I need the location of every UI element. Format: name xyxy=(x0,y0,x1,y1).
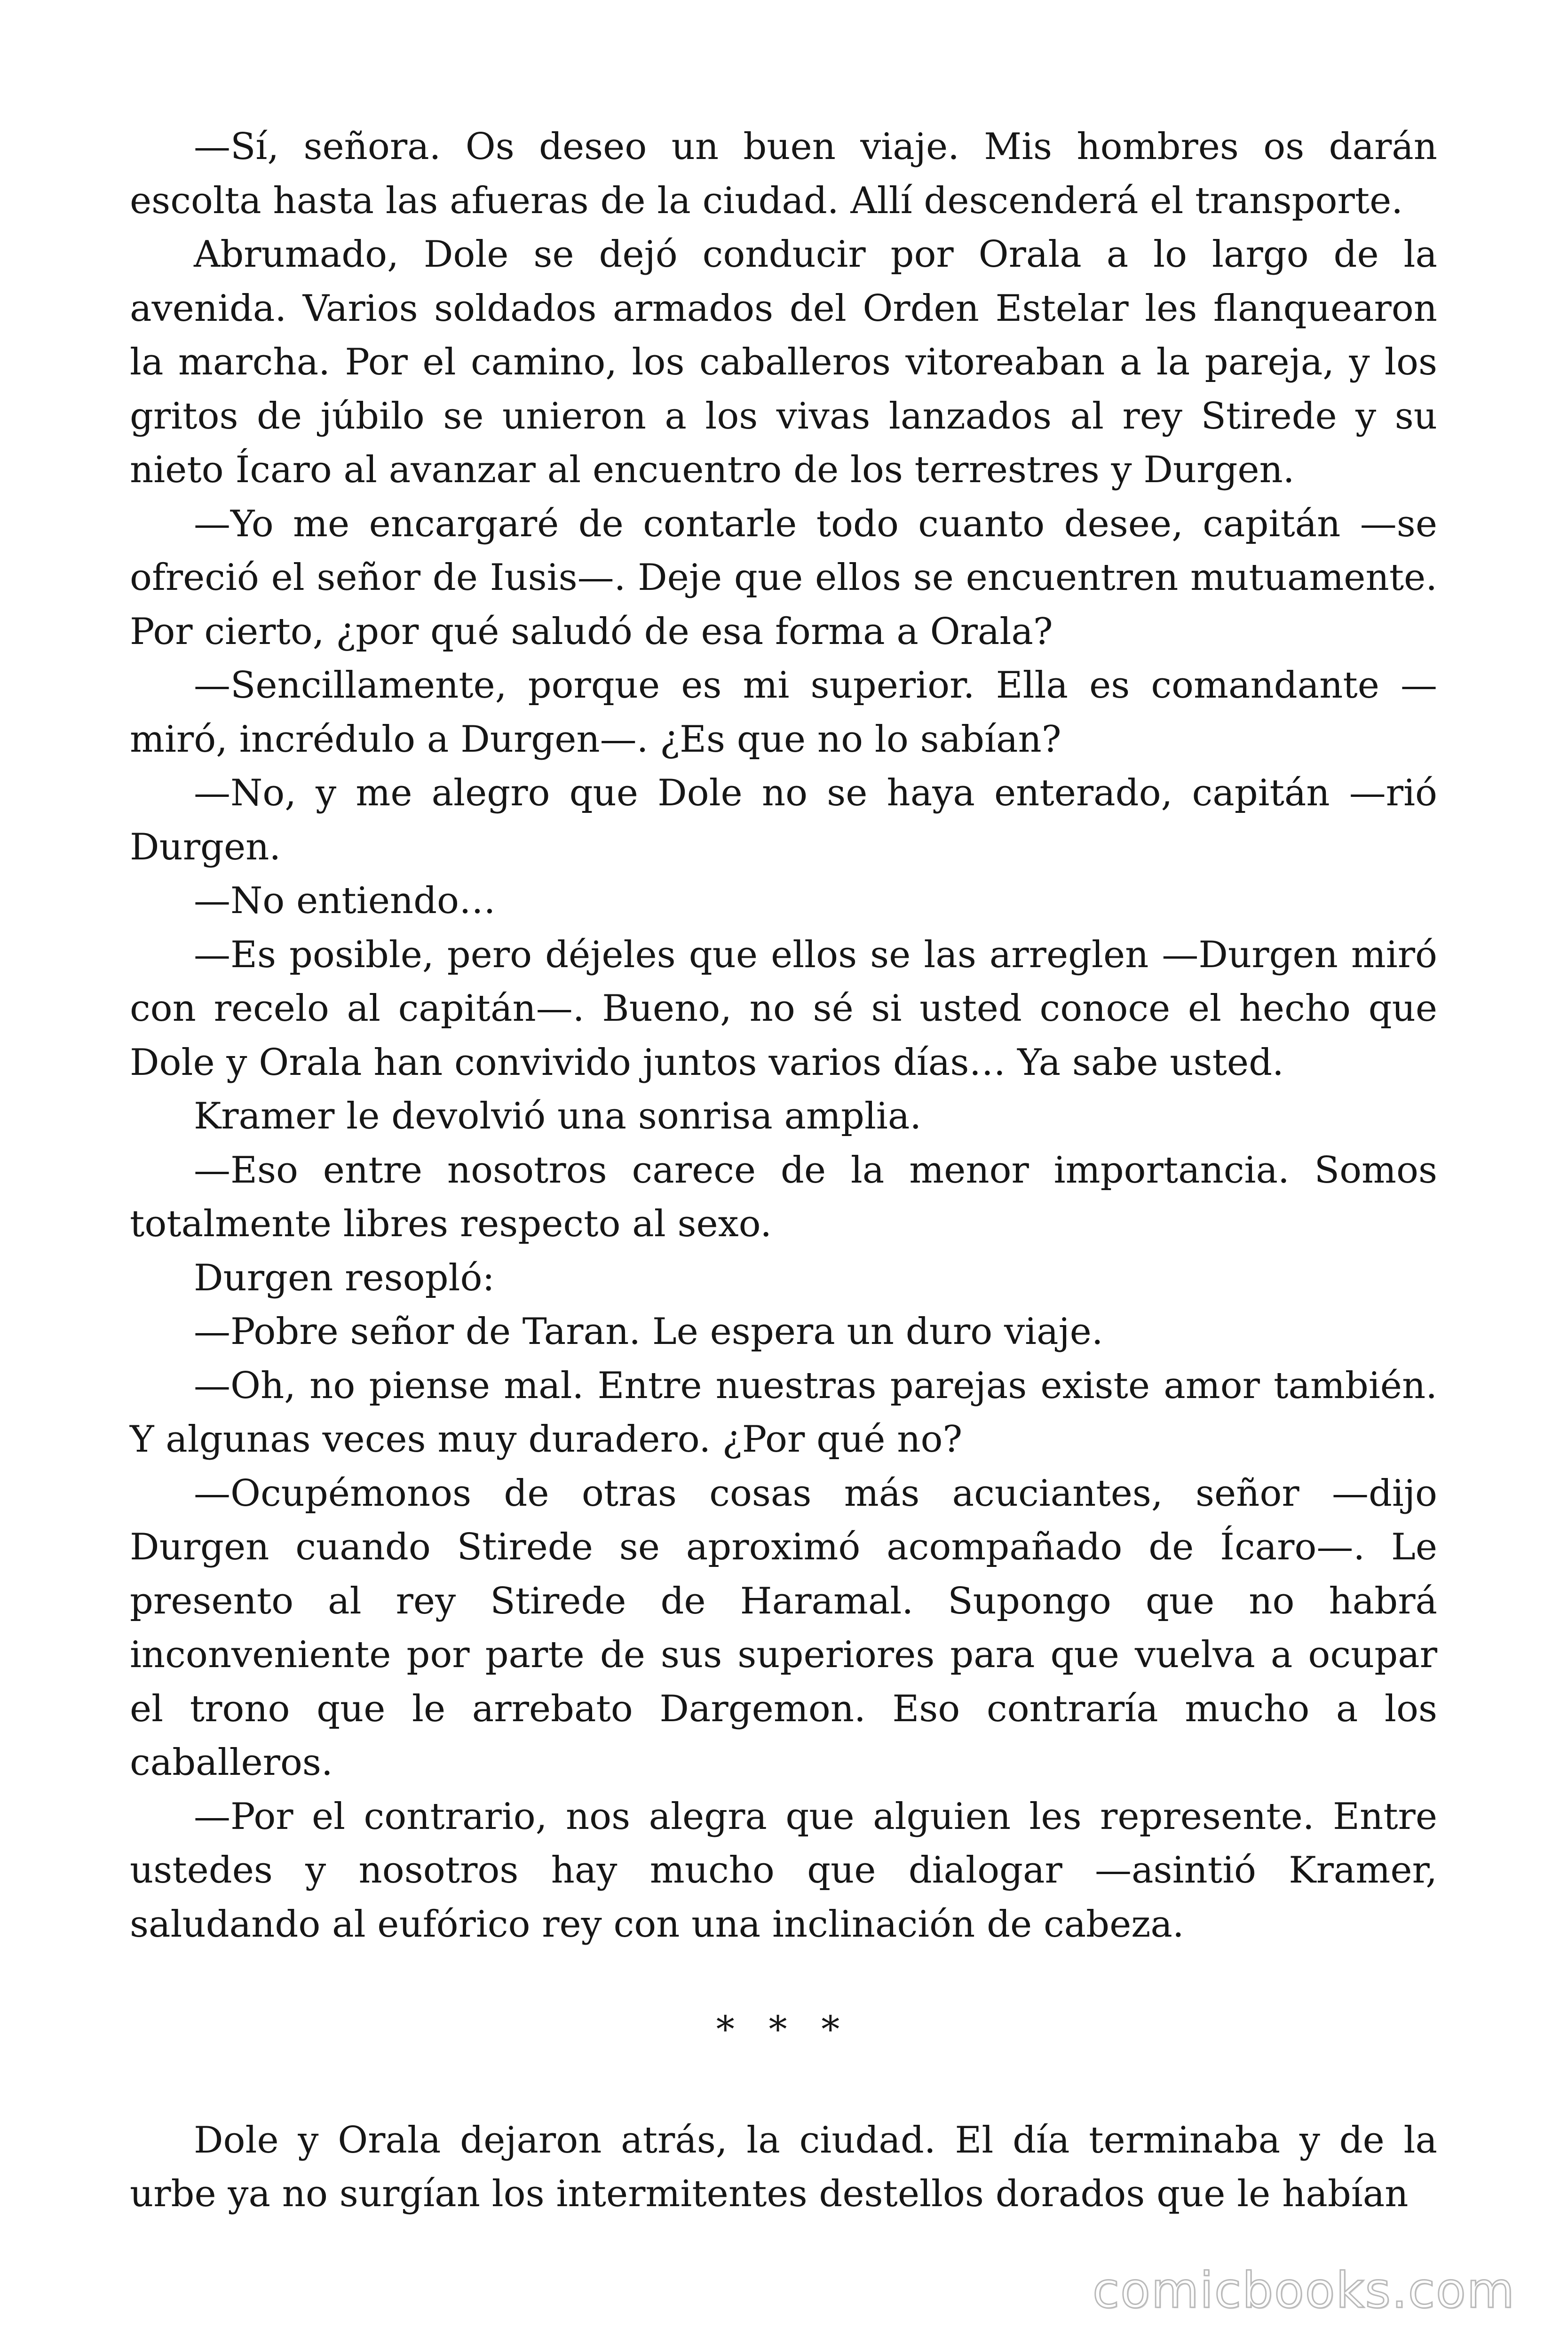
paragraph: —Yo me encargaré de contarle todo cuanto desee, capitán —se ofreció el señor de Iusis—. Deje que ellos se encuentren mutuamente. Por cierto, ¿por qué saludó de esa forma a Orala? xyxy=(130,502,1437,653)
paragraph: Abrumado, Dole se dejó conducir por Orala a lo largo de la avenida. Varios soldados armados del Orden Estelar les flanquearon la marcha. Por el camino, los caballeros vitoreaban a la pareja, y los gritos de júbilo se unieron a los vivas lanzados al rey Stirede y su nieto Ícaro al avanzar al encuentro de los terrestres y Durgen. xyxy=(130,233,1437,491)
paragraph: Dole y Orala dejaron atrás, la ciudad. El día terminaba y de la urbe ya no surgían los intermitentes destellos dorados que le habían xyxy=(130,2119,1437,2215)
paragraph: Durgen resopló: xyxy=(194,1256,495,1299)
paragraph: —Eso entre nosotros carece de la menor importancia. Somos totalmente libres respecto al sexo. xyxy=(130,1149,1437,1245)
paragraph: —Por el contrario, nos alegra que alguien les represente. Entre ustedes y nosotros hay mucho que dialogar —asintió Kramer, saludando al eufórico rey con una inclinación de cabeza. xyxy=(130,1795,1437,1946)
paragraph: —No, y me alegro que Dole no se haya enterado, capitán —rió Durgen. xyxy=(130,772,1437,868)
paragraph: —Es posible, pero déjeles que ellos se las arreglen —Durgen miró con recelo al capitán—. Bueno, no sé si usted conoce el hecho que Dole y Orala han convivido juntos varios días… Ya sabe usted. xyxy=(130,933,1437,1084)
section-break: * * * xyxy=(716,2009,851,2051)
paragraph: —No entiendo… xyxy=(194,880,496,922)
paragraph: —Sencillamente, porque es mi superior. Ella es comandante —miró, incrédulo a Durgen—. ¿Es que no lo sabían? xyxy=(130,664,1437,761)
paragraph: —Oh, no piense mal. Entre nuestras parejas existe amor también. Y algunas veces muy duradero. ¿Por qué no? xyxy=(130,1364,1437,1461)
body-text xyxy=(130,120,1437,2221)
paragraph: —Sí, señora. Os deseo un buen viaje. Mis hombres os darán escolta hasta las afueras de la ciudad. Allí descenderá el transporte. xyxy=(130,126,1437,222)
paragraph: —Pobre señor de Taran. Le espera un duro viaje. xyxy=(194,1311,1103,1353)
watermark: comicbooks.com xyxy=(1092,2262,1515,2319)
paragraph: —Ocupémonos de otras cosas más acuciantes, señor —dijo Durgen cuando Stirede se aproximó acompañado de Ícaro—. Le presento al rey Stirede de Haramal. Supongo que no habrá inconveniente por parte de sus superiores para que vuelva a ocupar el trono que le arrebato Dargemon. Eso contraría mucho a los caballeros. xyxy=(130,1472,1437,1784)
paragraph: Kramer le devolvió una sonrisa amplia. xyxy=(194,1095,922,1137)
